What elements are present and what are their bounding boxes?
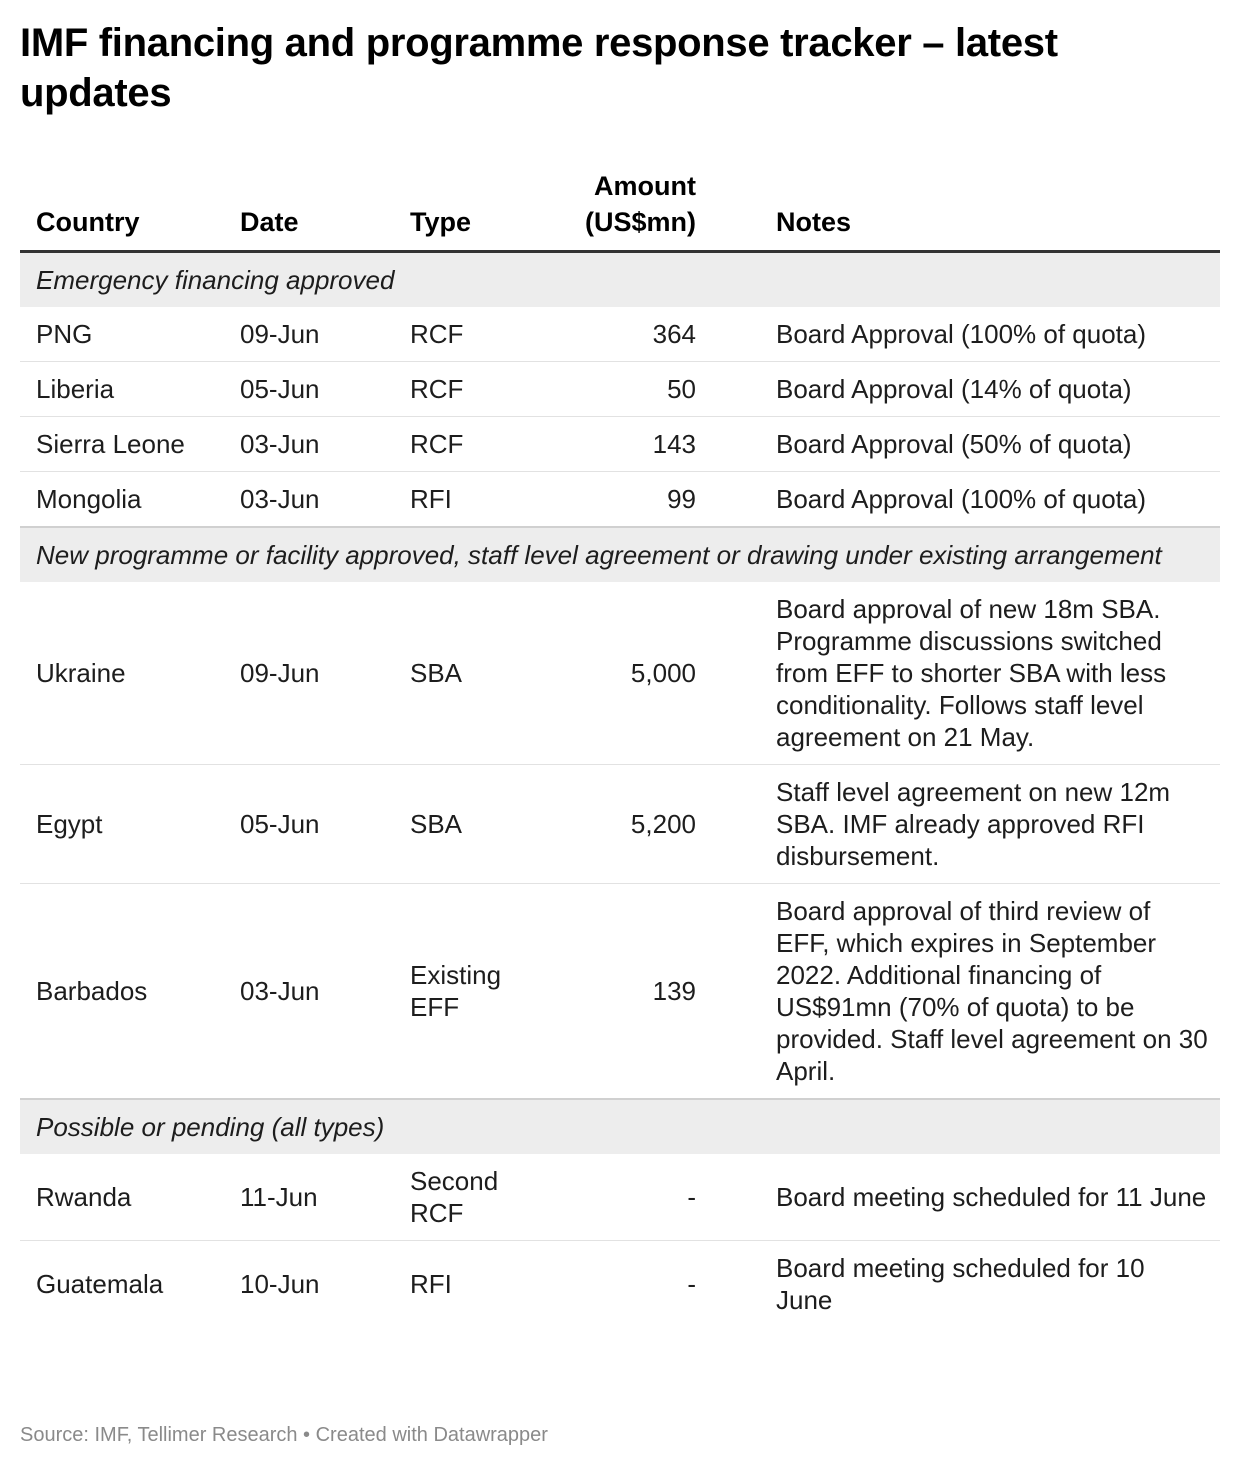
cell-notes: Board meeting scheduled for 11 June	[712, 1154, 1220, 1241]
cell-type: RCF	[394, 307, 526, 362]
table-row	[20, 582, 1220, 765]
table-row	[20, 1154, 1220, 1241]
cell-amount: -	[687, 1269, 696, 1299]
cell-type: RCF	[394, 417, 526, 472]
cell-country: Liberia	[20, 362, 224, 417]
cell-amount: 5,200	[526, 765, 712, 884]
cell-date: 10-Jun	[240, 1269, 320, 1299]
cell-type: SBA	[394, 765, 526, 884]
cell-amount: 364	[526, 307, 712, 362]
header-notes[interactable]: Notes	[712, 160, 1220, 252]
cell-type: RCF	[394, 362, 526, 417]
chart-title: IMF financing and programme response tracker – latest updates	[20, 21, 1058, 115]
cell-country: Barbados	[20, 884, 224, 1100]
cell-type: RFI	[410, 1269, 452, 1299]
group-row-pending	[20, 1099, 1220, 1154]
header-amount[interactable]: Amount (US$mn)	[526, 160, 712, 252]
cell-country: Guatemala	[36, 1269, 164, 1299]
cell-notes: Board approval of new 18m SBA. Programme discussions switched from EFF to shorter SBA with less conditionality. Follows staff level agreement on 21 May.	[712, 582, 1220, 765]
imf-tracker-table	[20, 160, 1220, 1327]
cell-notes: Board Approval (100% of quota)	[712, 472, 1220, 528]
cell-amount: 5,000	[526, 582, 712, 765]
cell-date: 05-Jun	[224, 765, 394, 884]
cell-type: Second RCF	[394, 1154, 526, 1241]
cell-date: 03-Jun	[224, 472, 394, 528]
table-row	[20, 1241, 1220, 1328]
table-row	[20, 472, 1220, 528]
cell-type: Existing EFF	[394, 884, 526, 1100]
cell-amount: 143	[526, 417, 712, 472]
cell-country: Egypt	[20, 765, 224, 884]
cell-date: 03-Jun	[224, 884, 394, 1100]
table-row	[20, 307, 1220, 362]
cell-notes: Board Approval (14% of quota)	[712, 362, 1220, 417]
cell-notes: Board meeting scheduled for 10 June	[776, 1253, 1145, 1315]
cell-date: 09-Jun	[224, 307, 394, 362]
group-row-emergency	[20, 252, 1220, 308]
group-label: Emergency financing approved	[20, 252, 1220, 308]
table-row	[20, 362, 1220, 417]
table-row	[20, 417, 1220, 472]
cell-notes: Board Approval (50% of quota)	[712, 417, 1220, 472]
cell-date: 05-Jun	[224, 362, 394, 417]
group-label: New programme or facility approved, staff level agreement or drawing under existing arrangement	[20, 527, 1220, 582]
cell-date: 03-Jun	[224, 417, 394, 472]
cell-date: 09-Jun	[224, 582, 394, 765]
table-row	[20, 884, 1220, 1100]
cell-type: RFI	[394, 472, 526, 528]
table-row	[20, 765, 1220, 884]
cell-amount: 139	[526, 884, 712, 1100]
cell-country: PNG	[20, 307, 224, 362]
cell-country: Sierra Leone	[20, 417, 224, 472]
cell-date: 11-Jun	[224, 1154, 394, 1241]
cell-notes: Board approval of third review of EFF, which expires in September 2022. Additional financing of US$91mn (70% of quota) to be provided. Staff level agreement on 30 April.	[712, 884, 1220, 1100]
header-country[interactable]: Country	[20, 160, 224, 252]
cell-type: SBA	[394, 582, 526, 765]
header-date[interactable]: Date	[224, 160, 394, 252]
cell-notes: Board Approval (100% of quota)	[712, 307, 1220, 362]
cell-amount: 50	[526, 362, 712, 417]
cell-country: Ukraine	[20, 582, 224, 765]
cell-country: Rwanda	[20, 1154, 224, 1241]
group-label: Possible or pending (all types)	[20, 1099, 1220, 1154]
header-type[interactable]: Type	[394, 160, 526, 252]
header-row	[20, 160, 1220, 252]
cell-country: Mongolia	[20, 472, 224, 528]
cell-amount: 99	[526, 472, 712, 528]
cell-notes: Staff level agreement on new 12m SBA. IMF already approved RFI disbursement.	[712, 765, 1220, 884]
source-footer: Source: IMF, Tellimer Research • Created with Datawrapper	[20, 1424, 548, 1446]
cell-amount: -	[526, 1154, 712, 1241]
group-row-new-programme	[20, 527, 1220, 582]
